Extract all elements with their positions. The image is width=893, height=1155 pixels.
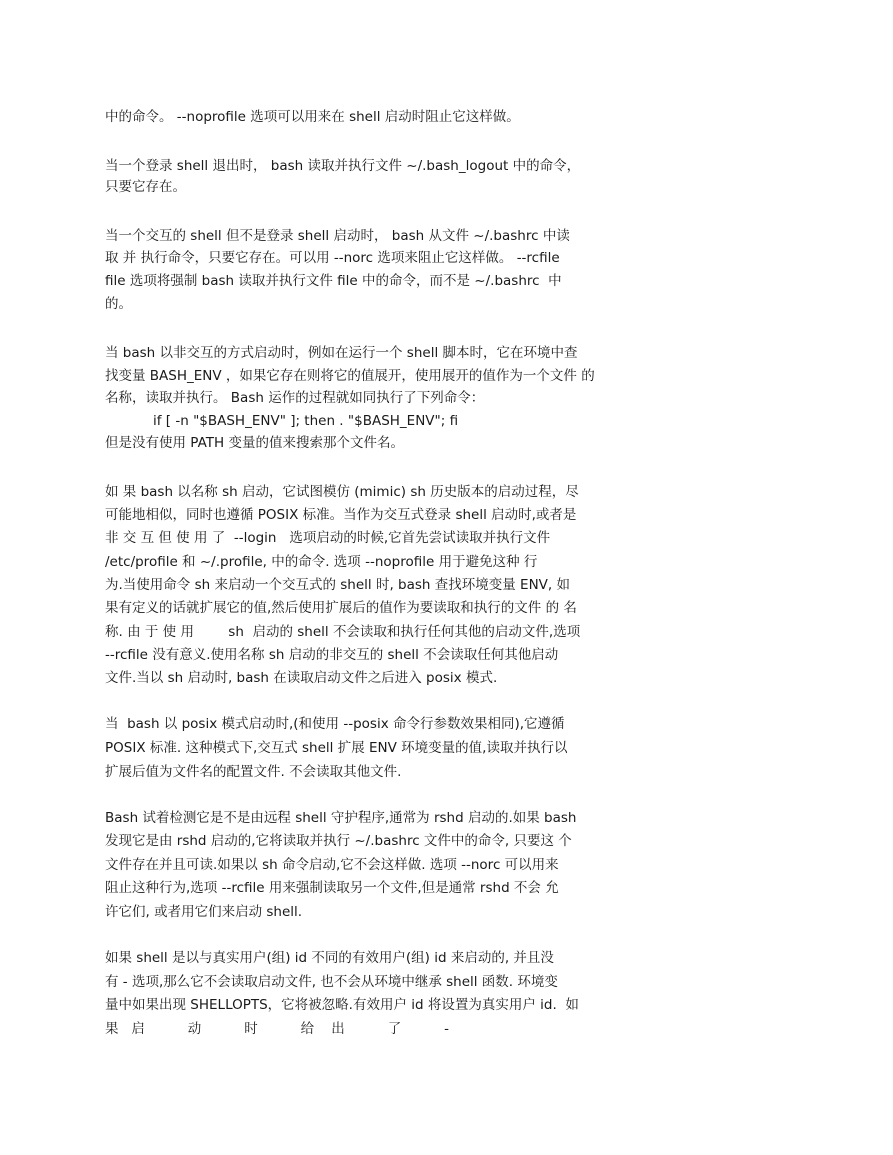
text-line: 的。 [105,296,132,312]
text-line: 当 bash 以非交互的方式启动时，例如在运行一个 shell 脚本时，它在环境中查 [105,345,578,361]
text-line: 找变量 BASH_ENV ，如果它存在则将它的值展开，使用展开的值作为一个文件 的 [105,368,595,384]
text-line: /etc/profile 和 ~/.profile, 中的命令. 选项 --noprofile 用于避免这种 行 [105,554,538,570]
text-line: 如 果 bash 以名称 sh 启动，它试图模仿 (mimic) sh 历史版本的启动过程，尽 [105,484,579,500]
text-line: Bash 试着检测它是不是由远程 shell 守护程序,通常为 rshd 启动的.如果 bash [105,810,577,826]
code-line: if [ -n "$BASH_ENV" ]; then . "$BASH_ENV"; fi [153,413,459,429]
text-line: 许它们, 或者用它们来启动 shell. [105,904,303,920]
text-line: 发现它是由 rshd 启动的,它将读取并执行 ~/.bashrc 文件中的命令, 只要这 个 [105,833,572,849]
text-line: 如果 shell 是以与真实用户(组) id 不同的有效用户(组) id 来启动的, 并且没 [105,950,554,966]
text-line: 量中如果出现 SHELLOPTS，它将被忽略.有效用户 id 将设置为真实用户 id. 如 [105,997,579,1013]
text-line: 文件.当以 sh 启动时, bash 在读取启动文件之后进入 posix 模式. [105,670,498,686]
text-line: 当一个登录 shell 退出时， bash 读取并执行文件 ~/.bash_logout 中的命令， [105,158,581,174]
text-line: 果 启 动 时 给 出 了 - [105,1021,449,1037]
text-line: 只要它存在。 [105,179,186,195]
text-line: 有 - 选项,那么它不会读取启动文件, 也不会从环境中继承 shell 函数. 环境变 [105,974,558,990]
text-line: 果有定义的话就扩展它的值,然后使用扩展后的值作为要读取和执行的文件 的 名 [105,600,577,616]
text-line: 非 交 互 但 使 用 了 --login 选项启动的时候,它首先尝试读取并执行文件 [105,530,551,546]
text-line: 中的命令。 --noprofile 选项可以用来在 shell 启动时阻止它这样做。 [105,109,520,125]
text-line: 当一个交互的 shell 但不是登录 shell 启动时， bash 从文件 ~/.bashrc 中读 [105,228,570,244]
text-line: 阻止这种行为,选项 --rcfile 用来强制读取另一个文件,但是通常 rshd 不会 允 [105,880,559,896]
text-line: 当 bash 以 posix 模式启动时,(和使用 --posix 命令行参数效果相同),它遵循 [105,716,565,732]
text-line: file 选项将强制 bash 读取并执行文件 file 中的命令，而不是 ~/.bashrc 中 [105,273,562,289]
text-line: 取 并 执行命令，只要它存在。可以用 --norc 选项来阻止它这样做。 --rcfile [105,250,560,266]
text-line: 为.当使用命令 sh 来启动一个交互式的 shell 时, bash 查找环境变量 ENV, 如 [105,577,570,593]
text-line: 名称，读取并执行。 Bash 运作的过程就如同执行了下列命令： [105,390,485,406]
text-line: POSIX 标准. 这种模式下,交互式 shell 扩展 ENV 环境变量的值,读取并执行以 [105,740,568,756]
text-line: 但是没有使用 PATH 变量的值来搜索那个文件名。 [105,435,404,451]
text-line: 可能地相似，同时也遵循 POSIX 标准。当作为交互式登录 shell 启动时,或者是 [105,507,577,523]
text-line: 称. 由 于 使 用 sh 启动的 shell 不会读取和执行任何其他的启动文件,选项 [105,624,581,640]
text-line: --rcfile 没有意义.使用名称 sh 启动的非交互的 shell 不会读取任何其他启动 [105,647,559,663]
text-line: 扩展后值为文件名的配置文件. 不会读取其他文件. [105,764,402,780]
text-line: 文件存在并且可读.如果以 sh 命令启动,它不会这样做. 选项 --norc 可以用来 [105,857,559,873]
